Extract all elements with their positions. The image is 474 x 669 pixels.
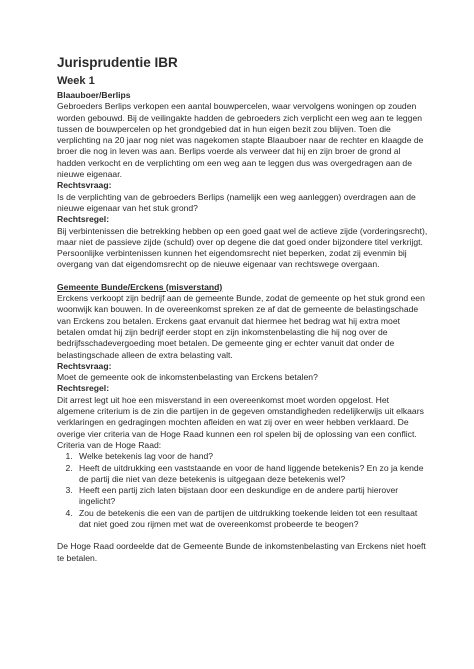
case2-heading: Gemeente Bunde/Erckens (misverstand)	[57, 281, 223, 292]
criteria-item: 2. Heeft de uitdrukking een vaststaande en voor de hand liggende betekenis? En zo ja kende de partij die niet van deze betekenis is uitgegaan deze betekenis wel?	[75, 463, 429, 486]
case2-question-label: Rechtsvraag:	[57, 360, 112, 371]
criteria-item: 1. Welke betekenis lag voor de hand?	[75, 451, 429, 462]
case1-rule-label: Rechtsregel:	[57, 214, 110, 225]
case2-conclusion: De Hoge Raad oordeelde dat de Gemeente Bunde de inkomstenbelasting van Erckens niet hoeft te betalen.	[57, 541, 426, 563]
week-heading: Week 1	[57, 75, 95, 87]
case1-question: Is de verplichting van de gebroeders Berlips (namelijk een weg aanleggen) overdragen aan de nieuwe eigenaar van het stuk grond?	[57, 191, 416, 213]
criteria-item: 3. Heeft een partij zich laten bijstaan door een deskundige en de andere partij hierover ingelicht?	[75, 485, 429, 508]
criteria-label: Criteria van de Hoge Raad:	[57, 439, 162, 450]
document-title: Jurisprudentie IBR	[57, 55, 178, 70]
criteria-list	[57, 451, 429, 530]
section-spacer	[57, 530, 429, 541]
section-spacer	[57, 271, 429, 282]
case1-rule-2: Persoonlijke verbintenissen kunnen het eigendomsrecht niet beperken, zodat zij evenmin bij overgang van dat eigendomsrecht op de nieuwe eigenaar van rechtswege overgaan.	[57, 248, 407, 270]
case1-heading: Blaauboer/Berlips	[57, 90, 131, 100]
case2-question: Moet de gemeente ook de inkomstenbelasting van Erckens betalen?	[57, 372, 318, 383]
case2-rule-label: Rechtsregel:	[57, 383, 110, 394]
case1-facts: Gebroeders Berlips verkopen een aantal bouwpercelen, waar vervolgens woningen op zouden worden gebouwd. Bij de veilingakte hadden de gebroeders zich verplicht een weg aan te leggen tussen de bouwpercelen op het grondgebied dat in hun eigen bezit zou blijven. Toen die verplichting na 20 jaar nog niet was nagekomen stapte Blaauboer naar de rechter en klaagde de broer die nog in leven was aan. Berlips voerde als verweer dat hij en zijn broer de grond al hadden verkocht en de verplichting om een weg aan te leggen dus was overgedragen aan de nieuwe eigenaar.	[57, 101, 424, 180]
case2-facts: Erckens verkoopt zijn bedrijf aan de gemeente Bunde, zodat de gemeente op het stuk grond een woonwijk kan bouwen. In de overeenkomst spreken ze af dat de gemeente de belastingschade van Erckens zou betalen. Erckens gaat ervanuit dat hiermee het bedrag wat hij extra moet betalen omdat hij zijn bedrijf eerder stopt en zijn inkomstenbelasting die hij nog over de bedrijfsschadevergoeding moet betalen. De gemeente ging er echter vanuit dat onder de belastingschade alleen de extra belasting valt.	[57, 293, 425, 360]
case1-question-label: Rechtsvraag:	[57, 180, 112, 191]
document-content	[57, 54, 429, 564]
case2-rule: Dit arrest legt uit hoe een misverstand in een overeenkomst moet worden opgelost. Het algemene criterium is de zin die partijen in de gegeven omstandigheden redelijkerwijs uit elkaars verklaringen en gedragingen mochten afleiden en wat zij over en weer hebben verklaard. De overige vier criteria van de Hoge Raad kunnen een rol spelen bij de oplossing van een conflict.	[57, 394, 424, 439]
criteria-item: 4. Zou de betekenis die een van de partijen de uitdrukking toekende leiden tot een resultaat dat niet goed zou rijmen met wat de overeenkomst probeerde te beogen?	[75, 508, 429, 531]
case1-rule-1: Bij verbintenissen die betrekking hebben op een goed gaat wel de actieve zijde (vorderingsrecht), maar niet de passieve zijde (schuld) over op degene die dat goed onder bijzondere titel verkrijgt.	[57, 225, 428, 247]
